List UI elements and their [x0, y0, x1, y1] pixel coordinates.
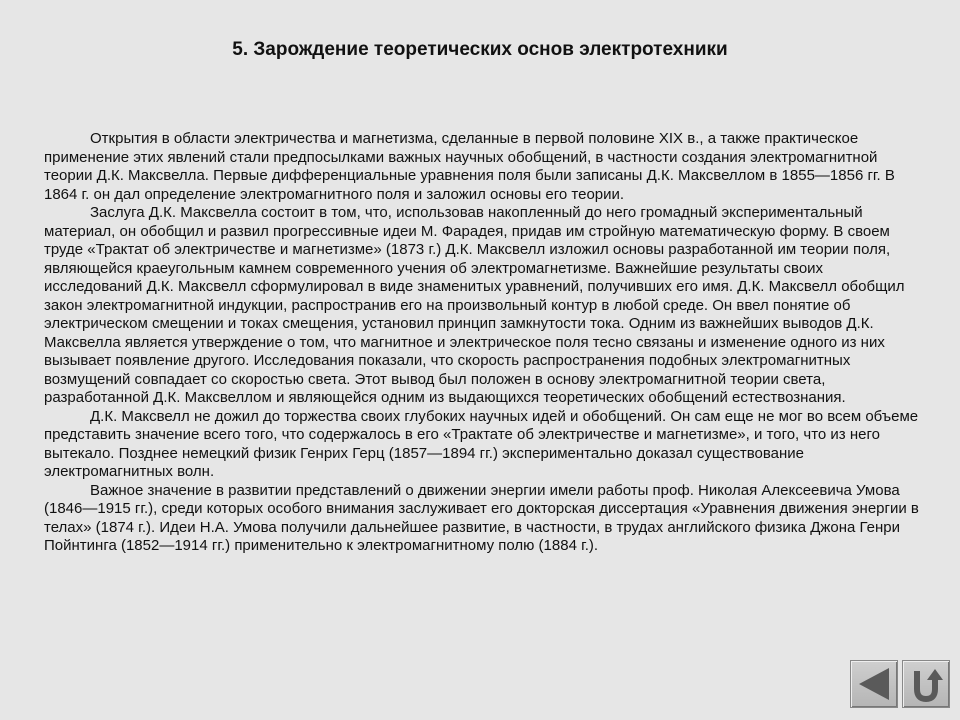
- paragraph: Д.К. Максвелл не дожил до торжества своих глубоких научных идей и обобщений. Он сам еще не мог во всем объеме представить значение всего того, что содержалось в его «Трактате об электричестве и магнетизме», и того, что из него вытекало. Позднее немецкий физик Генрих Герц (1857—1894 гг.) экспериментально доказал существование электромагнитных волн.: [44, 407, 919, 480]
- triangle-left-icon: [851, 661, 897, 707]
- return-button[interactable]: [902, 660, 950, 708]
- paragraph: Важное значение в развитии представлений о движении энергии имели работы проф. Николая Алексеевича Умова (1846—1915 гг.), среди которых особого внимания заслуживает его докторская диссертация «Уравнения движения энергии в телах» (1874 г.). Идеи Н.А. Умова получили дальнейшее развитие, в частности, в трудах английского физика Джона Генри Пойнтинга (1852—1914 гг.) применительно к электромагнитному полю (1884 г.).: [44, 481, 919, 554]
- paragraph: Заслуга Д.К. Максвелла состоит в том, что, использовав накопленный до него громадный экспериментальный материал, он обобщил и развил прогрессивные идеи М. Фарадея, придав им стройную математическую форму. В своем труде «Трактат об электричестве и магнетизме» (1873 г.) Д.К. Максвелл изложил основы разработанной им теории поля, являющейся краеугольным камнем современного учения об электромагнетизме. Важнейшие результаты своих исследований Д.К. Максвелл сформулировал в виде знаменитых уравнений, получивших его имя. Д.К. Максвелл обобщил закон электромагнитной индукции, распространив его на произвольный контур в любой среде. Он ввел понятие об электрическом смещении и токах смещения, установил принцип замкнутости тока. Одним из важнейших выводов Д.К. Максвелла является утверждение о том, что магнитное и электрическое поля тесно связаны и изменение одного из них вызывает появление другого. Исследования показали, что скорость распространения подобных электромагнитных возмущений совпадает со скоростью света. Этот вывод был положен в основу электромагнитной теории света, разработанной Д.К. Максвеллом и являющейся одним из выдающихся теоретических обобщений естествознания.: [44, 204, 905, 406]
- body-text: [44, 130, 924, 556]
- u-turn-arrow-icon: [903, 661, 949, 707]
- page-title: 5. Зарождение теоретических основ электротехники: [232, 39, 728, 60]
- back-button[interactable]: [850, 660, 898, 708]
- paragraph: Открытия в области электричества и магнетизма, сделанные в первой половине XIX в., а также практическое применение этих явлений стали предпосылками важных научных обобщений, в частности создания электромагнитной теории Д.К. Максвелла. Первые дифференциальные уравнения поля были записаны Д.К. Максвеллом в 1855—1856 гг. В 1864 г. он дал определение электромагнитного поля и заложил основы его теории.: [44, 130, 895, 203]
